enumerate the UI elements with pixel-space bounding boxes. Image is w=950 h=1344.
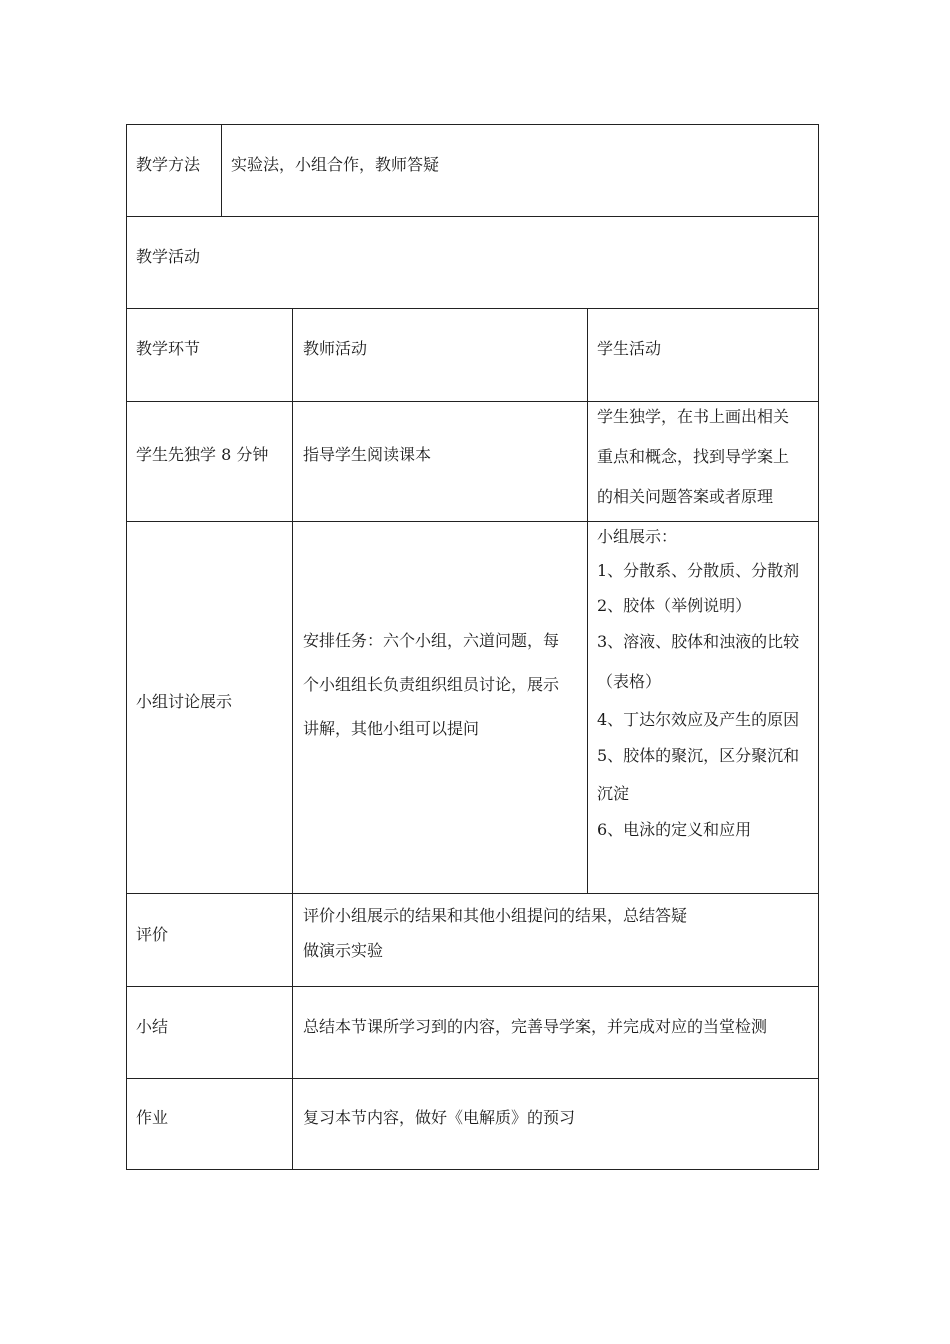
student-line: 3、溶液、胶体和浊液的比较	[597, 632, 800, 651]
student-line: 学生独学，在书上画出相关	[597, 407, 790, 426]
header-teacher: 教师活动	[303, 339, 368, 358]
student-line: 的相关问题答案或者原理	[597, 487, 774, 506]
self-study-teacher: 指导学生阅读课本	[303, 445, 432, 464]
self-study-stage: 学生先独学 8 分钟	[136, 445, 269, 464]
group-stage: 小组讨论展示	[136, 692, 233, 711]
teacher-line: 讲解，其他小组可以提问	[303, 719, 480, 738]
col-divider-method	[221, 124, 222, 216]
homework-value: 复习本节内容，做好《电解质》的预习	[303, 1108, 576, 1127]
table-border-right	[818, 124, 819, 1170]
evaluation-line: 做演示实验	[303, 941, 384, 960]
student-line: 6、电泳的定义和应用	[597, 820, 752, 839]
row-divider	[126, 986, 819, 987]
evaluation-label: 评价	[136, 925, 169, 944]
student-line: 沉淀	[597, 784, 630, 803]
row-divider	[126, 308, 819, 309]
teacher-line: 安排任务：六个小组，六道问题，每	[303, 631, 560, 650]
teacher-line: 个小组组长负责组织组员讨论，展示	[303, 675, 560, 694]
method-value: 实验法，小组合作，教师答疑	[231, 155, 440, 174]
student-line: 1、分散系、分散质、分散剂	[597, 561, 800, 580]
group-teacher	[303, 619, 588, 751]
homework-label: 作业	[136, 1108, 169, 1127]
row-divider	[126, 893, 819, 894]
col-divider-student	[587, 308, 588, 893]
header-stage: 教学环节	[136, 339, 201, 358]
table-border-left	[126, 124, 127, 1170]
self-study-student	[597, 397, 817, 517]
student-line: 重点和概念，找到导学案上	[597, 447, 790, 466]
summary-label: 小结	[136, 1017, 169, 1036]
student-line: 4、丁达尔效应及产生的原因	[597, 710, 800, 729]
activities-label: 教学活动	[136, 247, 201, 266]
evaluation-content	[303, 898, 813, 968]
col-divider-main	[292, 308, 293, 1169]
student-line: 2、胶体（举例说明）	[597, 596, 752, 615]
table-border-top	[126, 124, 819, 125]
evaluation-line: 评价小组展示的结果和其他小组提问的结果，总结答疑	[303, 906, 688, 925]
method-label: 教学方法	[136, 155, 201, 174]
student-line: 5、胶体的聚沉，区分聚沉和	[597, 746, 800, 765]
group-student	[597, 522, 817, 846]
student-line: 小组展示：	[597, 527, 678, 546]
student-line: （表格）	[597, 672, 662, 691]
header-student: 学生活动	[597, 339, 662, 358]
table-border-bottom	[126, 1169, 819, 1170]
row-divider	[126, 1078, 819, 1079]
row-divider	[126, 216, 819, 217]
summary-value: 总结本节课所学习到的内容，完善导学案，并完成对应的当堂检测	[303, 1017, 768, 1036]
